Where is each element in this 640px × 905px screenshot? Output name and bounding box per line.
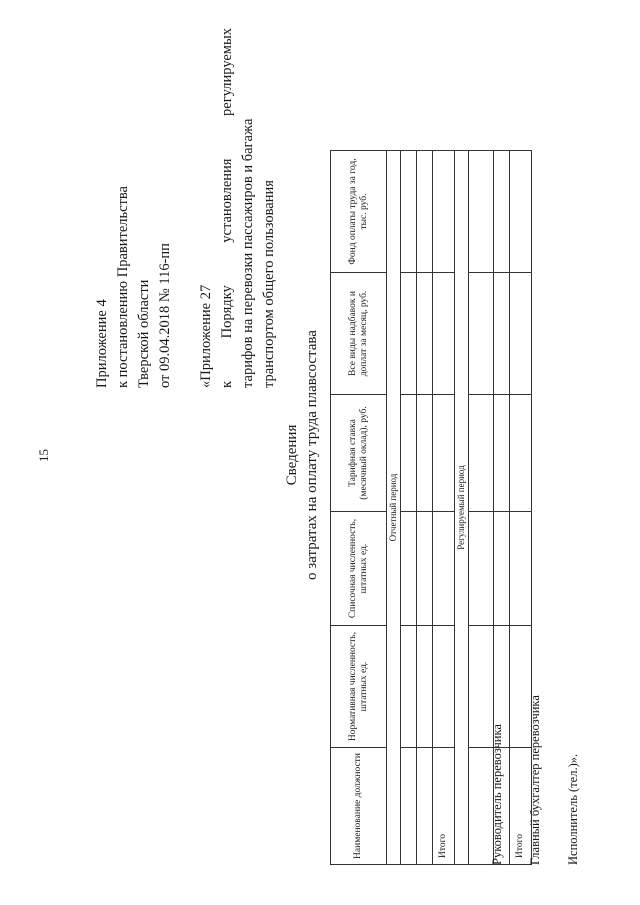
total-label: Итого bbox=[433, 748, 455, 865]
reporting-period-label: Отчетный период bbox=[387, 151, 401, 865]
appendix-line: от 09.04.2018 № 116-пп bbox=[157, 243, 173, 388]
appendix-block bbox=[92, 28, 280, 388]
regulated-period-label: Регулируемый период bbox=[455, 151, 469, 865]
appendix-justified-line bbox=[217, 28, 238, 388]
signature-accountant: Главный бухгалтер перевозчика bbox=[528, 695, 542, 865]
appendix-line: тарифов на перевозки пассажиров и багажа bbox=[240, 118, 256, 388]
table-row bbox=[401, 151, 417, 865]
appendix-line: Приложение 4 bbox=[94, 299, 110, 388]
page-number: 15 bbox=[36, 449, 51, 462]
header-position: Наименование должности bbox=[331, 748, 387, 865]
appendix-line: транспортом общего пользования bbox=[261, 180, 277, 388]
table-row-total bbox=[433, 151, 455, 865]
title-heading: Сведения bbox=[284, 424, 300, 486]
header-tariff-rate: Тарифная ставка (месячный оклад), руб. bbox=[331, 395, 387, 512]
appendix-word: к bbox=[219, 380, 235, 388]
appendix-word: Порядку bbox=[219, 285, 235, 339]
header-allowances: Все виды надбавок и доплат за месяц, руб. bbox=[331, 273, 387, 395]
appendix-line: к постановлению Правительства bbox=[115, 186, 131, 388]
total-label: Итого bbox=[510, 748, 532, 865]
appendix-word: регулируемых bbox=[219, 28, 235, 116]
document-title bbox=[282, 155, 322, 755]
table-row bbox=[417, 151, 433, 865]
appendix-line: «Приложение 27 bbox=[198, 284, 214, 388]
header-payroll-fund: Фонд оплаты труда за год, тыс. руб. bbox=[331, 151, 387, 273]
signature-head: Руководитель перевозчика bbox=[490, 724, 504, 865]
header-normative-count: Нормативная численность, штатных ед. bbox=[331, 626, 387, 748]
signature-executor: Исполнитель (тел.)». bbox=[566, 753, 580, 865]
title-subheading: о затратах на оплату труда плавсостава bbox=[304, 330, 320, 580]
header-list-count: Списочная численность, штатных ед. bbox=[331, 512, 387, 626]
appendix-line: Тверской области bbox=[136, 279, 152, 388]
appendix-word: установления bbox=[219, 158, 235, 243]
